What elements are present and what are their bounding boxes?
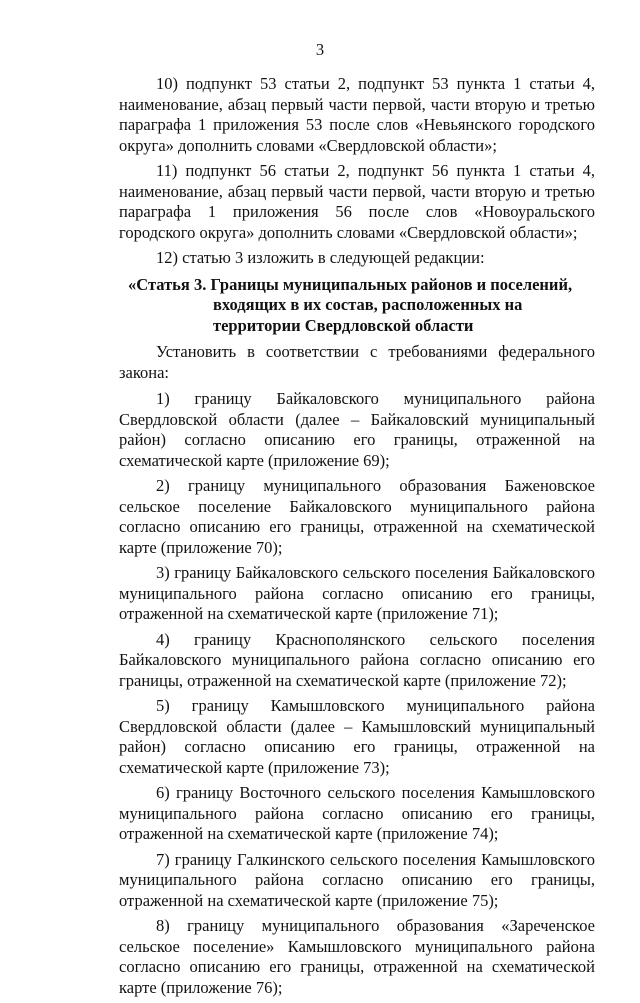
clause-4: 4) границу Краснополянского сельского поселения Байкаловского муниципального района согласно описанию его границы, отраженной на схематической карте (приложение 72); [119, 629, 595, 690]
page-number: 3 [315, 40, 325, 59]
article-heading [119, 275, 595, 337]
clause-3: 3) границу Байкаловского сельского поселения Байкаловского муниципального района согласно описанию его границы, отраженной на схематической карте (приложение 71); [119, 563, 595, 623]
document-body [119, 74, 595, 1003]
clause-5: 5) границу Камышловского муниципального района Свердловской области (далее – Камышловский муниципальный район) согласно описанию его границы, отраженной на схематической карте (приложение 73); [119, 696, 595, 777]
clause-2: 2) границу муниципального образования Баженовское сельское поселение Байкаловского муниципального района согласно описанию его границы, отраженной на схематической карте (приложение 70); [119, 476, 595, 557]
clause-8: 8) границу муниципального образования «Зареченское сельское поселение» Камышловского муниципального района согласно описанию его границы, отраженной на схематической карте (приложение 76); [119, 916, 595, 997]
clause-7: 7) границу Галкинского сельского поселения Камышловского муниципального района согласно описанию его границы, отраженной на схематической карте (приложение 75); [119, 849, 595, 910]
amendment-item-11: 11) подпункт 56 статьи 2, подпункт 56 пункта 1 статьи 4, наименование, абзац первый части первой, части вторую и третью параграфа 1 приложения 56 после слов «Новоуральского городского округа» дополнить словами «Свердловской области»; [119, 161, 595, 242]
article-title-line-2: входящих в их состав, расположенных на [213, 295, 523, 314]
amendment-item-10: 10) подпункт 53 статьи 2, подпункт 53 пункта 1 статьи 4, наименование, абзац первый части первой, части вторую и третью параграфа 1 приложения 53 после слов «Невьянского городского округа» дополнить словами «Свердловской области»; [119, 74, 595, 155]
amendment-item-12: 12) статью 3 изложить в следующей редакции: [156, 248, 485, 267]
article-prefix: «Статья 3. [128, 274, 207, 294]
article-title-line-3: территории Свердловской области [213, 315, 474, 335]
article-title-line-1: Границы муниципальных районов и поселений, [210, 274, 573, 294]
clause-6: 6) границу Восточного сельского поселения Камышловского муниципального района согласно описанию его границы, отраженной на схематической карте (приложение 74); [119, 783, 595, 843]
clause-1: 1) границу Байкаловского муниципального района Свердловской области (далее – Байкаловский муниципальный район) согласно описанию его границы, отраженной на схематической карте (приложение 69); [119, 389, 595, 470]
article-intro: Установить в соответствии с требованиями федерального закона: [119, 342, 595, 382]
